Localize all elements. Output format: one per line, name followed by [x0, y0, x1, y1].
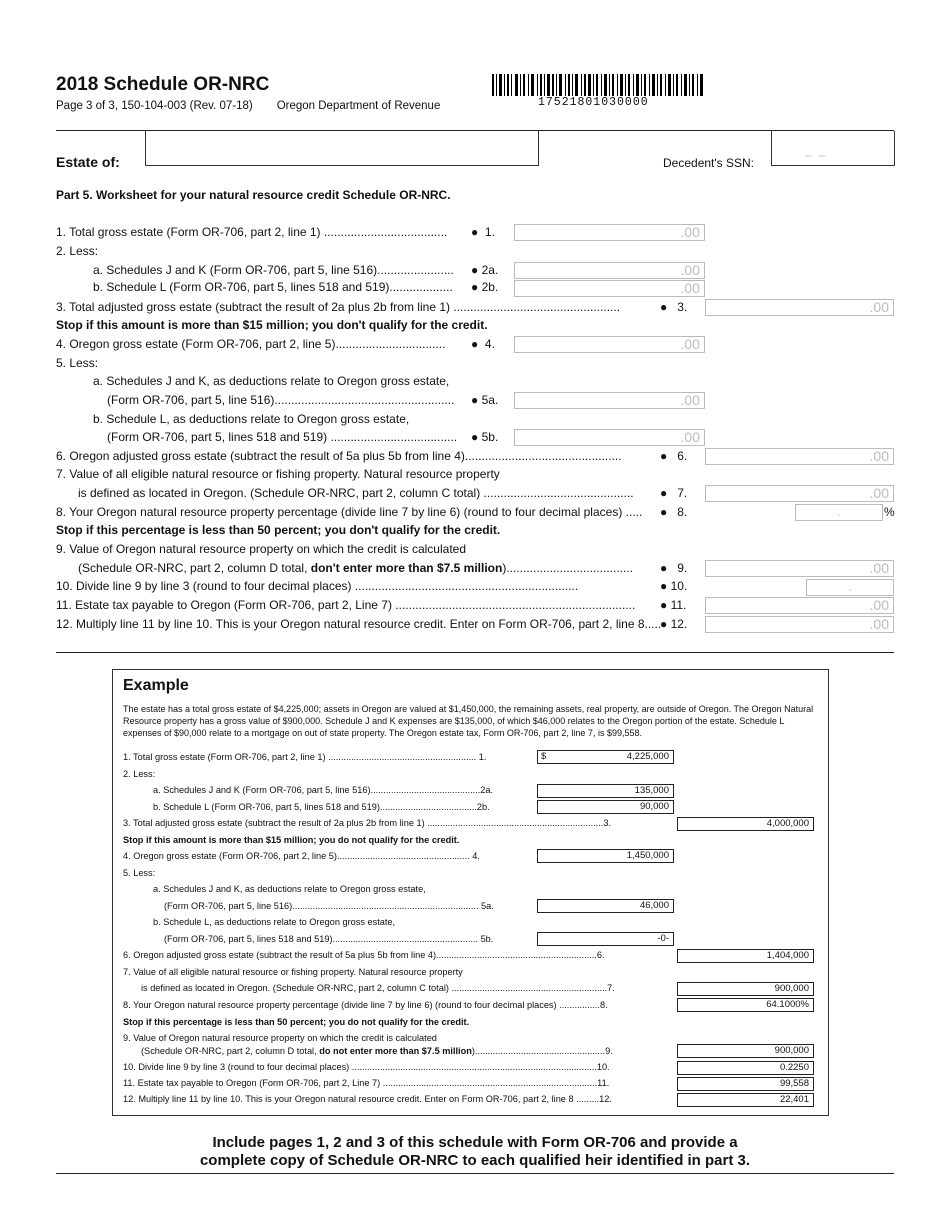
example-line-9-1: 9. Value of Oregon natural resource property on which the credit is calculated: [123, 1033, 437, 1043]
estate-label: Estate of:: [56, 154, 120, 170]
line-6-num: ● 6.: [660, 449, 688, 463]
line-5a-label-2: (Form OR-706, part 5, line 516)......................................................: [107, 393, 455, 407]
example-line-2: 2. Less:: [123, 769, 156, 779]
line-6-label: 6. Oregon adjusted gross estate (subtract the result of 5a plus 5b from line 4)...............................................: [56, 449, 622, 463]
example-line-7-1: 7. Value of all eligible natural resource or fishing property. Natural resource property: [123, 967, 463, 977]
ssn-field[interactable]: [771, 131, 895, 166]
line-5a-field[interactable]: .00: [514, 392, 705, 409]
example-stop-2: Stop if this percentage is less than 50 percent; you do not qualify for the credit.: [123, 1017, 470, 1027]
example-value-7: 900,000: [677, 982, 814, 996]
example-line-5a-1: a. Schedules J and K, as deductions relate to Oregon gross estate,: [153, 884, 426, 894]
line-9-label-2: (Schedule OR-NRC, part 2, column D total, don't enter more than $7.5 million)......................................: [78, 561, 634, 575]
line-8-field[interactable]: .: [795, 504, 883, 521]
line-11-field[interactable]: .00: [705, 597, 894, 614]
line-10-label: 10. Divide line 9 by line 3 (round to four decimal places) ...................................................................: [56, 579, 579, 593]
line-5b-label-1: b. Schedule L, as deductions relate to Oregon gross estate,: [93, 412, 410, 426]
line-4-label: 4. Oregon gross estate (Form OR-706, part 2, line 5).................................: [56, 337, 446, 351]
line-9-label-1: 9. Value of Oregon natural resource property on which the credit is calculated: [56, 542, 467, 556]
department: Oregon Department of Revenue: [276, 100, 441, 112]
example-line-5: 5. Less:: [123, 868, 156, 878]
line-7-label-2: is defined as located in Oregon. (Schedule OR-NRC, part 2, column C total) .............................................: [78, 486, 634, 500]
line-5a-label-1: a. Schedules J and K, as deductions relate to Oregon gross estate,: [93, 374, 450, 388]
example-value-2b: 90,000: [537, 800, 674, 814]
example-stop-1: Stop if this amount is more than $15 million; you do not qualify for the credit.: [123, 835, 460, 845]
line-12-label: 12. Multiply line 11 by line 10. This is your Oregon natural resource credit. Enter on Form OR-706, part 2, line 8.....: [56, 617, 662, 631]
stop-note-1: Stop if this amount is more than $15 million; you don't qualify for the credit.: [56, 318, 488, 332]
example-value-4: 1,450,000: [537, 849, 674, 863]
line-1-field[interactable]: .00: [514, 224, 705, 241]
example-line-3: 3. Total adjusted gross estate (subtract the result of 2a plus 2b from line 1) .....................................................................3.: [123, 818, 611, 828]
example-value-11: 99,558: [677, 1077, 814, 1091]
line-2b-field[interactable]: .00: [514, 280, 705, 297]
form-title: 2018 Schedule OR-NRC: [56, 74, 270, 95]
example-line-10: 10. Divide line 9 by line 3 (round to four decimal places) ................................................................................................10.: [123, 1062, 610, 1072]
page-info: Page 3 of 3, 150-104-003 (Rev. 07-18) Oregon Department of Revenue: [56, 100, 441, 112]
line-5b-num: ● 5b.: [471, 430, 499, 444]
line-1-label: 1. Total gross estate (Form OR-706, part 2, line 1) .....................................: [56, 225, 448, 239]
barcode: [492, 74, 704, 96]
line-9-field[interactable]: .00: [705, 560, 894, 577]
footer-rule: [56, 1173, 894, 1174]
example-line-7-2: is defined as located in Oregon. (Schedule OR-NRC, part 2, column C total) .............................................................7.: [141, 983, 615, 993]
line-8-num: ● 8.: [660, 505, 688, 519]
line-5-label: 5. Less:: [56, 356, 99, 370]
line-2b-num: ● 2b.: [471, 280, 499, 294]
line-8-percent: %: [884, 505, 895, 519]
line-5b-label-2: (Form OR-706, part 5, lines 518 and 519) ......................................: [107, 430, 458, 444]
line-4-num: ● 4.: [471, 337, 495, 351]
line-5a-num: ● 5a.: [471, 393, 499, 407]
example-line-5a-2: (Form OR-706, part 5, line 516)......................................................................... 5a.: [164, 901, 494, 911]
line-2a-field[interactable]: .00: [514, 262, 705, 279]
example-value-12: 22,401: [677, 1093, 814, 1107]
line-9-num: ● 9.: [660, 561, 688, 575]
example-title: Example: [123, 677, 189, 694]
stop-note-2: Stop if this percentage is less than 50 percent; you don't qualify for the credit.: [56, 523, 501, 537]
example-value-1: $ 4,225,000: [537, 750, 674, 764]
section-rule: [56, 652, 894, 653]
part5-title: Part 5. Worksheet for your natural resource credit Schedule OR-NRC.: [56, 188, 451, 202]
example-line-12: 12. Multiply line 11 by line 10. This is your Oregon natural resource credit. Enter on Form OR-706, part 2, line 8 .........12.: [123, 1094, 612, 1104]
example-value-10: 0.2250: [677, 1061, 814, 1075]
line-2a-num: ● 2a.: [471, 263, 499, 277]
line-6-field[interactable]: .00: [705, 448, 894, 465]
example-value-5b: -0-: [537, 932, 674, 946]
line-11-num: ● 11.: [660, 598, 687, 612]
estate-name-field[interactable]: [145, 131, 539, 166]
line-5b-field[interactable]: .00: [514, 429, 705, 446]
line-7-num: ● 7.: [660, 486, 688, 500]
example-line-1: 1. Total gross estate (Form OR-706, part 2, line 1) .......................................................... 1.: [123, 752, 487, 762]
line-8-label: 8. Your Oregon natural resource property percentage (divide line 7 by line 6) (round to four decimal places) .....: [56, 505, 643, 519]
example-line-2b: b. Schedule L (Form OR-706, part 5, lines 518 and 519)......................................2b.: [153, 802, 490, 812]
line-2a-label: a. Schedules J and K (Form OR-706, part 5, line 516).......................: [93, 263, 454, 277]
example-line-2a: a. Schedules J and K (Form OR-706, part 5, line 516)...........................................2a.: [153, 785, 494, 795]
line-3-label: 3. Total adjusted gross estate (subtract the result of 2a plus 2b from line 1) ..................................................: [56, 300, 621, 314]
example-line-6: 6. Oregon adjusted gross estate (subtract the result of 5a plus 5b from line 4)...............................................................6.: [123, 950, 605, 960]
example-value-6: 1,404,000: [677, 949, 814, 963]
line-10-num: ● 10.: [660, 579, 688, 593]
line-10-field[interactable]: .: [806, 579, 894, 596]
ssn-placeholder: – –: [805, 148, 828, 162]
line-2-label: 2. Less:: [56, 244, 99, 258]
example-line-4: 4. Oregon gross estate (Form OR-706, part 2, line 5).................................................... 4.: [123, 851, 480, 861]
example-value-2a: 135,000: [537, 784, 674, 798]
line-1-num: ● 1.: [471, 225, 495, 239]
example-line-8: 8. Your Oregon natural resource property percentage (divide line 7 by line 6) (round to four decimal places) ................8.: [123, 1000, 608, 1010]
example-value-5a: 46,000: [537, 899, 674, 913]
example-intro: The estate has a total gross estate of $4,225,000; assets in Oregon are valued at $1,450,000, the remaining assets, real property, are outside of Oregon. The Oregon Natural Resource property has a gross value of $900,000. Schedule J and K expenses are $135,000, of which $46,000 relates to the Oregon portion of the estate. Schedule L expenses of $90,000 relate to a mortgage on out of state property. The Oregon estate tax, Form OR-706, part 2, line 7, is $99,558.: [123, 704, 814, 738]
barcode-number: 17521801030000: [538, 96, 649, 109]
line-12-num: ● 12.: [660, 617, 688, 631]
example-value-9: 900,000: [677, 1044, 814, 1058]
example-value-8: 64.1000%: [677, 998, 814, 1012]
line-7-field[interactable]: .00: [705, 485, 894, 502]
line-3-num: ● 3.: [660, 300, 688, 314]
example-value-3: 4,000,000: [677, 817, 814, 831]
line-11-label: 11. Estate tax payable to Oregon (Form OR-706, part 2, Line 7) ........................................................................: [56, 598, 636, 612]
line-12-field[interactable]: .00: [705, 616, 894, 633]
line-7-label-1: 7. Value of all eligible natural resource or fishing property. Natural resource property: [56, 467, 500, 481]
example-line-5b-1: b. Schedule L, as deductions relate to Oregon gross estate,: [153, 917, 396, 927]
example-line-9-2: (Schedule OR-NRC, part 2, column D total, do not enter more than $7.5 million)...................................................9.: [141, 1046, 613, 1056]
ssn-label: Decedent's SSN:: [663, 156, 755, 170]
example-line-5b-2: (Form OR-706, part 5, lines 518 and 519)......................................................... 5b.: [164, 934, 494, 944]
line-2b-label: b. Schedule L (Form OR-706, part 5, lines 518 and 519)...................: [93, 280, 453, 294]
line-3-field[interactable]: .00: [705, 299, 894, 316]
line-4-field[interactable]: .00: [514, 336, 705, 353]
footer-instructions: Include pages 1, 2 and 3 of this schedule with Form OR-706 and provide a complete copy of Schedule OR-NRC to each qualified heir identified in part 3.: [199, 1134, 751, 1169]
example-line-11: 11. Estate tax payable to Oregon (Form OR-706, part 2, Line 7) ....................................................................................11.: [123, 1078, 610, 1088]
